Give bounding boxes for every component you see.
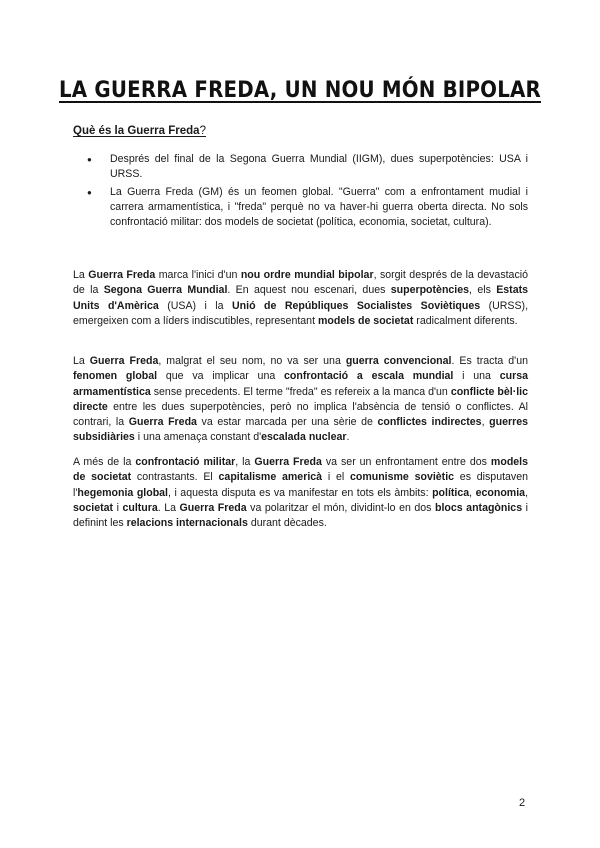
- paragraph-intro: [73, 268, 528, 329]
- text-run: La: [73, 269, 89, 281]
- text-run: radicalment diferents.: [413, 314, 518, 327]
- text-run: va polaritzar el món, dividint-lo en dos: [246, 501, 435, 514]
- text-run: es disputaven l': [73, 471, 528, 499]
- bold-term: Guerra Freda: [88, 269, 156, 281]
- text-run: i una: [453, 370, 500, 383]
- text-run: va ser un enfrontament entre dos: [321, 456, 491, 468]
- text-run: . En aquest nou escenari, dues: [227, 284, 391, 297]
- bold-term: conflicte bèl·lic directe: [73, 385, 528, 413]
- bold-term: guerres subsidiàries: [73, 416, 529, 444]
- bold-term: política: [432, 486, 470, 499]
- bullet-item: ● La Guerra Freda (GM) és un feomen global. "Guerra" com a enfrontament mudial i carrera armamentística, i "freda" perquè no va haver-hi guerra oberta directa. No sols confrontació militar: dos models de societat (política, economia, societat, cultura).: [73, 185, 528, 231]
- paragraph-cold-war-nature: [73, 354, 528, 446]
- bold-term: guerra convencional: [345, 355, 452, 367]
- bold-term: models de societat: [73, 456, 529, 484]
- text-run: , sorgit després de la devastació de la: [73, 269, 528, 297]
- bullet-list: [73, 152, 528, 232]
- bold-term: Guerra Freda: [128, 416, 197, 429]
- text-run: sense precedents. El terme "freda" es refereix a la manca d'un: [150, 385, 451, 398]
- text-run: . La: [157, 501, 180, 514]
- bold-term: conflictes indirectes: [377, 416, 482, 429]
- page-number: 2: [519, 797, 526, 809]
- bold-term: confrontació a escala mundial: [284, 370, 454, 383]
- bold-term: economia: [475, 486, 526, 499]
- bold-term: societat: [73, 501, 114, 514]
- bold-term: hegemonia global: [77, 486, 169, 499]
- text-run: durant dècades.: [247, 517, 327, 530]
- text-run: , la: [235, 456, 255, 468]
- bold-term: Segona Guerra Mundial: [103, 284, 228, 297]
- section-heading-text: Què és la Guerra Freda: [73, 125, 200, 137]
- text-run: i una amenaça constant d': [134, 431, 262, 444]
- page-title-text: LA GUERRA FREDA, UN NOU MÓN BIPOLAR: [59, 78, 541, 103]
- bold-term: comunisme soviètic: [349, 471, 455, 484]
- text-run: va estar marcada per una sèrie de: [196, 416, 378, 429]
- page-title: [0, 68, 600, 105]
- bold-term: superpotències: [390, 284, 470, 297]
- text-run: , i aquesta disputa es va manifestar en tots els àmbits:: [168, 486, 433, 499]
- text-run: ,: [525, 486, 529, 499]
- bold-term: models de societat: [317, 314, 414, 327]
- text-run: (USA) i la: [158, 299, 233, 312]
- text-run: marca l'inici d'un: [155, 269, 241, 281]
- text-run: .: [346, 431, 350, 444]
- section-heading: [73, 125, 206, 137]
- bold-term: relacions internacionals: [126, 517, 248, 530]
- bold-term: cultura: [122, 501, 158, 514]
- text-run: contrastants. El: [131, 471, 219, 484]
- text-run: ,: [481, 416, 490, 429]
- text-run: (URSS), emergeixen com a líders indiscutibles, representant: [73, 299, 529, 327]
- text-run: La: [73, 355, 90, 367]
- text-run: . Es tracta d'un: [451, 355, 528, 367]
- bold-term: confrontació militar: [135, 456, 236, 468]
- bold-term: blocs antagònics: [434, 501, 523, 514]
- bold-term: cursa armamentística: [73, 370, 528, 398]
- text-run: entre les dues superpotències, però no implica l'absència de tensió o conflictes. Al contrari, la: [73, 400, 528, 429]
- section-heading-punct: ?: [199, 125, 206, 137]
- bold-term: Estats Units d'Amèrica: [73, 284, 528, 312]
- text-run: , els: [469, 284, 497, 297]
- bold-term: Guerra Freda: [254, 456, 322, 468]
- text-run: i: [113, 501, 123, 514]
- bold-term: Unió de Repúbliques Socialistes Soviètiques: [232, 299, 481, 312]
- bullet-item: ● Després del final de la Segona Guerra Mundial (IIGM), dues superpotències: USA i URSS.: [73, 152, 528, 183]
- bold-term: capitalisme americà: [218, 471, 323, 484]
- text-run: que va implicar una: [157, 370, 284, 383]
- bold-term: fenomen global: [73, 370, 158, 383]
- text-run: i definint les: [73, 501, 528, 530]
- bold-term: Guerra Freda: [89, 355, 159, 367]
- bold-term: escalada nuclear: [261, 431, 347, 444]
- text-run: A més de la: [73, 456, 136, 468]
- text-run: , malgrat el seu nom, no va ser una: [158, 355, 346, 367]
- paragraph-society-models: [73, 455, 528, 531]
- bold-term: nou ordre mundial bipolar: [240, 269, 374, 281]
- text-run: ,: [469, 486, 476, 499]
- bold-term: Guerra Freda: [179, 501, 247, 514]
- text-run: i el: [322, 471, 350, 484]
